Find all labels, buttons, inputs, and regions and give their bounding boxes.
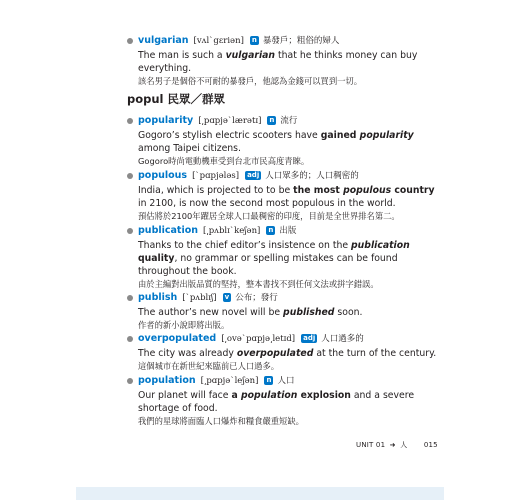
sentence-segment: vulgarian [225,50,276,61]
part-of-speech-badge: n [269,116,275,124]
sentence-segment: published [283,307,335,318]
entry-publication [138,224,438,291]
sentence-segment: Thanks to the chief editor’s insistence on the [138,240,352,251]
headword: popularity [138,115,194,126]
sentence-segment: , no grammar or spelling mistakes can be found throughout the book. [138,253,398,277]
sentence-segment: population [240,390,298,401]
example-sentence [138,129,438,155]
entry-popularity [138,114,438,168]
example-sentence [138,184,438,210]
definition: 流行 [280,116,298,126]
headword: overpopulated [138,333,217,344]
phonetic: [͵pɑpjəˋleʃən] [200,376,259,386]
sentence-segment: Our planet will face [138,390,232,401]
sentence-segment: at the turn of the century. [313,348,437,359]
translation: 由於主編對出版品質的堅持，整本書找不到任何文法或拼字錯誤。 [138,279,379,289]
phonetic: [͵pʌblɪˋkeʃən] [203,226,261,236]
part-of-speech-badge: adj [303,334,316,342]
definition: 出版 [279,226,297,236]
part-of-speech-badge: n [266,376,272,384]
phonetic: [͵ovəˋpɑpjə͵letɪd] [221,334,296,344]
definition: 人口 [277,376,295,386]
entry-headline [138,169,438,183]
part-of-speech-badge: n [251,36,257,44]
headword: vulgarian [138,35,189,46]
bullet-icon [127,173,133,179]
definition: 公布；發行 [235,293,278,303]
entry-populous [138,169,438,223]
bullet-icon [127,295,133,301]
part-of-speech-badge: adj [247,171,260,179]
translation: 預估將於2100年躍居全球人口最稠密的印度，目前是全世界排名第二。 [138,211,400,221]
translation: 這個城市在新世紀來臨前已人口過多。 [138,361,280,371]
sentence-segment: the most [293,185,344,196]
sentence-segment: explosion [297,390,351,401]
arrow-right-icon: ➜ [389,441,396,449]
phonetic: [ˋpʌblɪʃ] [182,293,217,303]
headword: publication [138,225,199,236]
headword: populous [138,170,188,181]
bullet-icon [127,118,133,124]
phonetic: [ˋpɑpjələs] [192,171,240,181]
sentence-segment: India, which is projected to to be [138,185,294,196]
section-title: popul 民眾／群眾 [127,92,225,106]
bullet-icon [127,378,133,384]
translation: 作者的新小說即將出版。 [138,320,230,330]
sentence-segment: among Taipei citizens. [138,143,241,154]
entry-population [138,374,438,428]
sentence-segment: overpopulated [236,348,314,359]
page-number: 015 [423,441,438,449]
bullet-icon [127,228,133,234]
sentence-segment: a [231,390,241,401]
sentence-segment: The author’s new novel will be [138,307,284,318]
bullet-icon [127,38,133,44]
entry-publish [138,291,438,332]
entry-headline [138,224,438,238]
entry-headline [138,114,438,128]
sentence-segment: quality [138,253,175,264]
unit-label: UNIT 01 [356,441,386,449]
sentence-segment: soon. [334,307,363,318]
sentence-segment: that he thinks money can buy everything. [138,50,418,74]
headword: publish [138,292,178,303]
example-sentence [138,347,438,360]
sentence-segment: populous [343,185,392,196]
definition: 人口眾多的；人口稠密的 [265,171,359,181]
example-sentence [138,389,438,415]
entry-headline [138,291,438,305]
example-sentence [138,239,438,278]
sentence-segment: and a severe shortage of food. [138,390,415,414]
translation: 我們的星球將面臨人口爆炸和糧食嚴重短缺。 [138,416,304,426]
sentence-segment: gained [320,130,360,141]
sentence-segment: Gogoro’s stylish electric scooters have [138,130,321,141]
phonetic: [vʌlˋgɛriən] [193,36,244,46]
bottom-bar [76,487,444,500]
part-of-speech-badge: v [224,293,230,301]
entry-headline [138,34,438,48]
sentence-segment: in 2100, is now the second most populous in the world. [138,198,396,209]
sentence-segment: popularity [359,130,414,141]
headword: population [138,375,196,386]
sentence-segment: country [391,185,435,196]
entry-headline [138,374,438,388]
example-sentence [138,306,438,319]
entry-overpopulated [138,332,438,373]
translation: 該名男子是個俗不可耐的暴發戶，他認為金錢可以買到一切。 [138,76,363,86]
phonetic: [͵pɑpjəˋlærətɪ] [198,116,262,126]
chapter-label: 人 [400,441,408,449]
sentence-segment: The man is such a [138,50,226,61]
translation: Gogoro時尚電動機車受到台北市民高度青睞。 [138,156,310,166]
bullet-icon [127,336,133,342]
entry-vulgarian [138,34,438,88]
entry-headline [138,332,438,346]
example-sentence [138,49,438,75]
sentence-segment: The city was already [138,348,237,359]
definition: 人口過多的 [321,334,364,344]
part-of-speech-badge: n [268,226,274,234]
definition: 暴發戶；粗俗的婦人 [262,36,340,46]
page-footer [356,440,438,450]
sentence-segment: publication [351,240,410,251]
